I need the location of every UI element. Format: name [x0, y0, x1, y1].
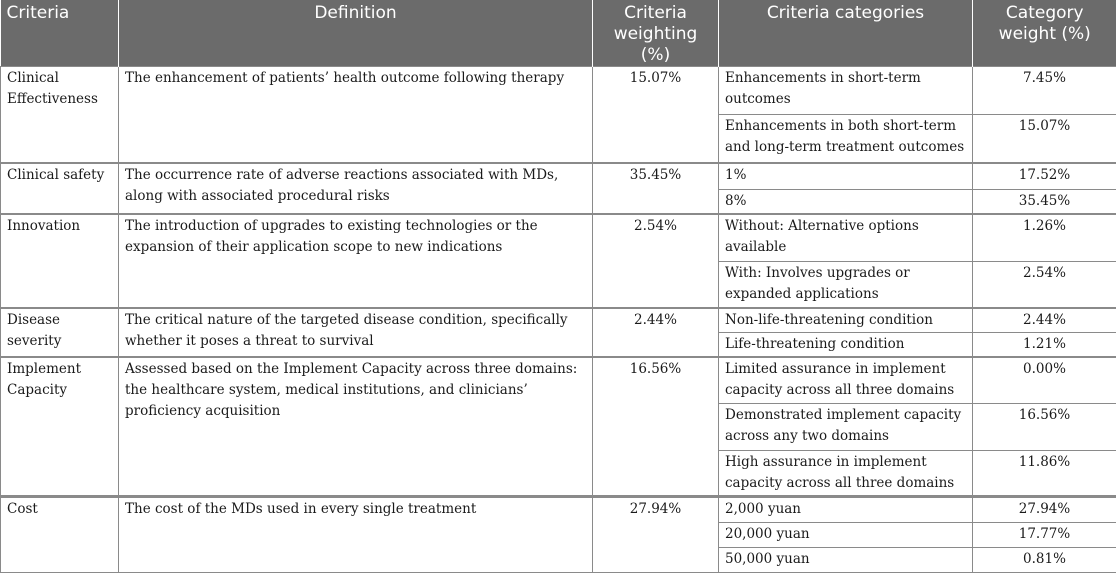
weighting-cell: 2.54%	[593, 214, 719, 308]
definition-cell: The introduction of upgrades to existing technologies or the expansion of their application scope to new indications	[119, 214, 593, 308]
category-weight-cell: 2.54%	[973, 262, 1116, 308]
category-weight-cell: 1.21%	[973, 333, 1116, 357]
category-cell: 2,000 yuan	[719, 497, 973, 523]
category-weight-cell: 17.52%	[973, 163, 1116, 190]
header-categories: Criteria categories	[719, 0, 973, 67]
definition-cell: The cost of the MDs used in every single treatment	[119, 497, 593, 573]
category-cell: Life-threatening condition	[719, 333, 973, 357]
category-weight-cell: 11.86%	[973, 451, 1116, 497]
category-cell: Without: Alternative options available	[719, 214, 973, 262]
category-cell: 20,000 yuan	[719, 523, 973, 548]
weighting-cell: 16.56%	[593, 357, 719, 497]
weighting-cell: 35.45%	[593, 163, 719, 214]
category-weight-cell: 2.44%	[973, 308, 1116, 333]
criteria-cell: Cost	[1, 497, 119, 573]
definition-cell: The occurrence rate of adverse reactions associated with MDs, along with associated procedural risks	[119, 163, 593, 214]
category-cell: Demonstrated implement capacity across any two domains	[719, 404, 973, 451]
category-weight-cell: 7.45%	[973, 67, 1116, 115]
category-cell: 8%	[719, 190, 973, 214]
table-row	[1, 67, 1116, 115]
category-cell: Enhancements in short-term outcomes	[719, 67, 973, 115]
header-weighting: Criteria weighting (%)	[593, 0, 719, 67]
header-criteria: Criteria	[1, 0, 119, 67]
header-category-weight: Category weight (%)	[973, 0, 1116, 67]
criteria-cell: Innovation	[1, 214, 119, 308]
category-weight-cell: 17.77%	[973, 523, 1116, 548]
criteria-cell: Disease severity	[1, 308, 119, 357]
category-cell: High assurance in implement capacity across all three domains	[719, 451, 973, 497]
definition-cell: The enhancement of patients’ health outcome following therapy	[119, 67, 593, 163]
weighting-cell: 27.94%	[593, 497, 719, 573]
category-weight-cell: 35.45%	[973, 190, 1116, 214]
table-row	[1, 308, 1116, 333]
criteria-cell: Clinical safety	[1, 163, 119, 214]
table-row	[1, 163, 1116, 190]
category-cell: 1%	[719, 163, 973, 190]
category-cell: Enhancements in both short-term and long-term treatment outcomes	[719, 115, 973, 163]
category-cell: 50,000 yuan	[719, 548, 973, 573]
header-row	[1, 0, 1116, 67]
definition-cell: Assessed based on the Implement Capacity across three domains: the healthcare system, medical institutions, and clinicians’ proficiency acquisition	[119, 357, 593, 497]
category-weight-cell: 0.00%	[973, 357, 1116, 404]
weighting-cell: 2.44%	[593, 308, 719, 357]
table-row	[1, 357, 1116, 404]
category-cell: Limited assurance in implement capacity across all three domains	[719, 357, 973, 404]
category-weight-cell: 1.26%	[973, 214, 1116, 262]
definition-cell: The critical nature of the targeted disease condition, specifically whether it poses a threat to survival	[119, 308, 593, 357]
category-cell: With: Involves upgrades or expanded applications	[719, 262, 973, 308]
table-row	[1, 214, 1116, 262]
category-weight-cell: 16.56%	[973, 404, 1116, 451]
category-weight-cell: 0.81%	[973, 548, 1116, 573]
table-row	[1, 497, 1116, 523]
header-definition: Definition	[119, 0, 593, 67]
category-weight-cell: 27.94%	[973, 497, 1116, 523]
weighting-cell: 15.07%	[593, 67, 719, 163]
category-weight-cell: 15.07%	[973, 115, 1116, 163]
category-cell: Non-life-threatening condition	[719, 308, 973, 333]
criteria-cell: Implement Capacity	[1, 357, 119, 497]
criteria-cell: Clinical Effectiveness	[1, 67, 119, 163]
